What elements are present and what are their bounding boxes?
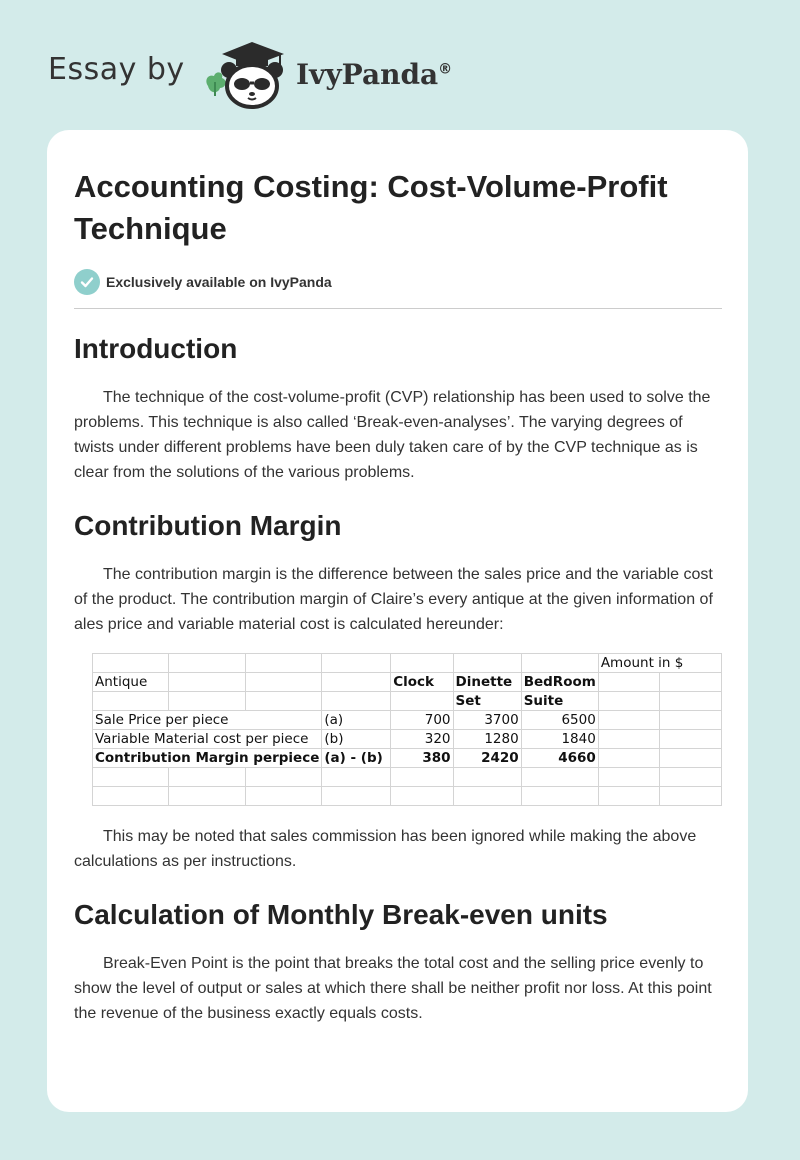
row-ref: (a) (322, 711, 391, 730)
antique-label: Antique (93, 673, 169, 692)
registered-mark: ® (438, 61, 453, 78)
row-ref: (a) - (b) (322, 749, 391, 768)
brand-header (48, 36, 478, 110)
table-row (93, 654, 722, 673)
essay-by-text: Essay by (48, 52, 185, 87)
section-heading: Calculation of Monthly Break-even units (74, 899, 608, 930)
cell-bedroom: 6500 (521, 711, 598, 730)
ivypanda-name: IvyPanda (296, 58, 439, 91)
cell-clock: 700 (391, 711, 453, 730)
cell-dinette: 1280 (453, 730, 521, 749)
cell-bedroom: 4660 (521, 749, 598, 768)
article-card (47, 130, 748, 1112)
table-row (93, 711, 722, 730)
table-row (93, 673, 722, 692)
title-divider (74, 308, 722, 309)
table-row (93, 768, 722, 787)
section-paragraph: This may be noted that sales commission has been ignored while making the above calculations as per instructions. (74, 828, 697, 870)
contribution-margin-table (92, 653, 722, 806)
row-label: Variable Material cost per piece (93, 730, 322, 749)
section-paragraph: The technique of the cost-volume-profit (CVP) relationship has been used to solve the problems. This technique is also called ‘Break-even-analyses’. The varying degrees of twists under different problems have been duly taken care of by the CVP technique as is clear from the solutions of the various problems. (74, 389, 711, 481)
section-heading: Introduction (74, 333, 238, 364)
table-row (93, 749, 722, 768)
page-title: Accounting Costing: Cost-Volume-Profit Technique (74, 169, 668, 246)
ivypanda-logo-icon (202, 36, 294, 110)
header-bedroom-line2: Suite (521, 692, 598, 711)
amount-note: Amount in $ (598, 654, 721, 673)
cell-bedroom: 1840 (521, 730, 598, 749)
section-break-even (74, 897, 722, 1026)
section-introduction (74, 331, 722, 485)
cell-dinette: 2420 (453, 749, 521, 768)
header-dinette-line2: Set (453, 692, 521, 711)
row-label: Sale Price per piece (93, 711, 322, 730)
table-row (93, 730, 722, 749)
header-bedroom: BedRoom (521, 673, 598, 692)
article-content (74, 166, 722, 1026)
header-clock: Clock (391, 673, 453, 692)
ivypanda-wordmark[interactable] (296, 58, 452, 91)
exclusive-badge (74, 268, 722, 296)
header-dinette: Dinette (453, 673, 521, 692)
table-row (93, 692, 722, 711)
exclusive-badge-label: Exclusively available on IvyPanda (106, 274, 332, 290)
table-row (93, 787, 722, 806)
cell-clock: 380 (391, 749, 453, 768)
section-paragraph: Break-Even Point is the point that breaks the total cost and the selling price evenly to show the level of output or sales at which there shall be neither profit nor loss. At this point the revenue of the business exactly equals costs. (74, 955, 712, 1022)
check-circle-icon (74, 269, 100, 295)
cell-dinette: 3700 (453, 711, 521, 730)
cell-clock: 320 (391, 730, 453, 749)
section-heading: Contribution Margin (74, 510, 342, 541)
row-label: Contribution Margin perpiece (93, 749, 322, 768)
section-contribution-margin (74, 508, 722, 874)
row-ref: (b) (322, 730, 391, 749)
section-paragraph: The contribution margin is the difference between the sales price and the variable cost of the product. The contribution margin of Claire’s every antique at the given information of ales price and variable material cost is calculated hereunder: (74, 566, 713, 633)
